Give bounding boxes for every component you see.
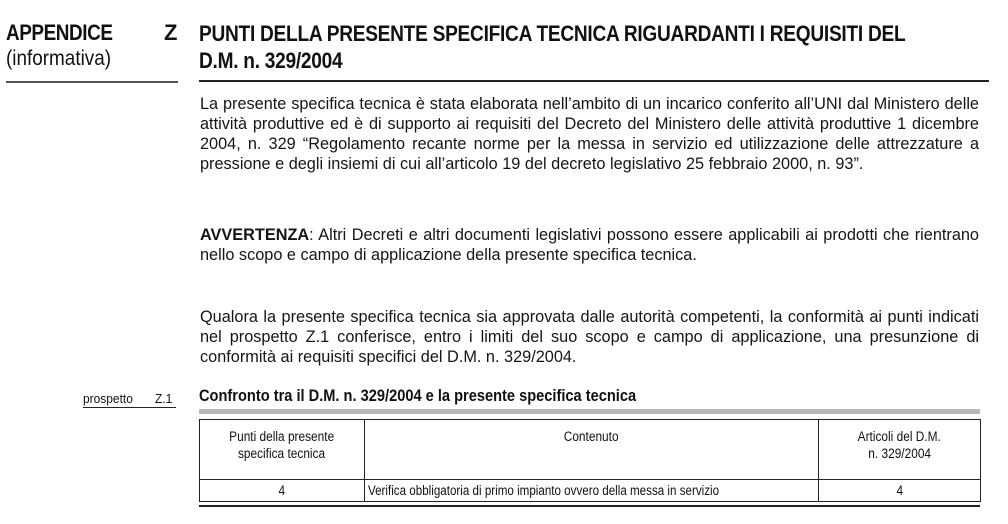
- cell-contenuto-value: Verifica obbligatoria di primo impianto ovvero della messa in servizio: [368, 483, 720, 498]
- cell-punti: [200, 480, 365, 502]
- prospetto-label: prospetto: [83, 391, 133, 406]
- header-articoli: [819, 420, 981, 480]
- appendix-title-line2: D.M. n. 329/2004: [199, 48, 343, 73]
- warning-text: : Altri Decreti e altri documenti legislativi possono essere applicabili ai prodotti che rientrano nello scopo e campo di applicazione della presente specifica tecnica.: [200, 226, 979, 264]
- appendix-type: (informativa): [6, 47, 112, 70]
- header-articoli-line1: Articoli del D.M.: [857, 429, 942, 444]
- warning-label: AVVERTENZA: [200, 226, 310, 244]
- cell-punti-value: 4: [278, 483, 286, 498]
- table-header-row: [200, 420, 981, 480]
- header-contenuto: [365, 420, 819, 480]
- prospetto-rule: [83, 407, 176, 408]
- prospetto-id: Z.1: [155, 391, 173, 406]
- header-punti-line2: specifica tecnica: [238, 446, 326, 461]
- cell-contenuto: [365, 480, 819, 502]
- table-title: Confronto tra il D.M. n. 329/2004 e la presente specifica tecnica: [199, 386, 637, 405]
- appendix-title: [199, 20, 980, 74]
- header-rule-left: [6, 81, 178, 83]
- intro-paragraph: La presente specifica tecnica è stata elaborata nell’ambito di un incarico conferito all’UNI dal Ministero delle attività produttive ed è di supporto ai requisiti del Decreto del Ministero delle attività produttive 1 dicembre 2004, n. 329 “Regolamento recante norme per la messa in servizio ed utilizzazione delle attrezzature a pressione e degli insiemi di cui all’articolo 19 del decreto legislativo 25 febbraio 2000, n. 93”.: [200, 95, 979, 173]
- table-top-bar: [199, 409, 980, 414]
- header-articoli-line2: n. 329/2004: [868, 446, 931, 461]
- header-punti: [200, 420, 365, 480]
- appendix-letter: Z: [164, 20, 178, 45]
- header-rule-right: [199, 80, 989, 82]
- cell-articoli: [819, 480, 981, 502]
- warning-paragraph: [200, 225, 979, 265]
- cell-articoli-value: 4: [896, 483, 903, 498]
- conformity-paragraph: Qualora la presente specifica tecnica sia approvata dalle autorità competenti, la conformità ai punti indicati nel prospetto Z.1 conferisce, entro i limiti del suo scopo e campo di applicazione, una presunzione di conformità ai requisiti specifici del D.M. n. 329/2004.: [200, 308, 979, 366]
- table-row: [200, 480, 981, 502]
- appendix-label: APPENDICE: [6, 20, 113, 45]
- header-punti-line1: Punti della presente: [229, 429, 335, 444]
- table-bottom-rule: [199, 505, 980, 507]
- appendix-title-line1: PUNTI DELLA PRESENTE SPECIFICA TECNICA RIGUARDANTI I REQUISITI DEL: [199, 21, 906, 46]
- header-contenuto-label: Contenuto: [564, 429, 619, 444]
- comparison-table: [199, 419, 980, 505]
